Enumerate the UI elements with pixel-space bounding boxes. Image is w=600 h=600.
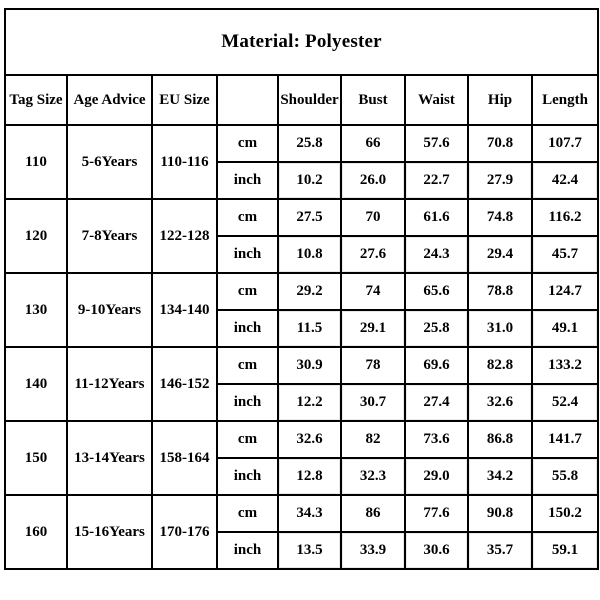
- measure-inch-cell: 34.2: [468, 458, 532, 495]
- measure-cm-cell: 25.8: [278, 125, 341, 162]
- measure-cm-cell: 70.8: [468, 125, 532, 162]
- tag-size-cell: 160: [5, 495, 67, 569]
- tag-size-cell: 130: [5, 273, 67, 347]
- column-header-row: [5, 75, 598, 125]
- measure-inch-cell: 22.7: [405, 162, 468, 199]
- measure-cm-cell: 133.2: [532, 347, 598, 384]
- measure-inch-cell: 45.7: [532, 236, 598, 273]
- measure-inch-cell: 32.6: [468, 384, 532, 421]
- measure-inch-cell: 12.2: [278, 384, 341, 421]
- eu-size-cell: 134-140: [152, 273, 217, 347]
- measure-cm-cell: 32.6: [278, 421, 341, 458]
- eu-size-cell: 170-176: [152, 495, 217, 569]
- measure-cm-cell: 74: [341, 273, 405, 310]
- measure-cm-cell: 150.2: [532, 495, 598, 532]
- col-header-unit: [217, 75, 278, 125]
- measure-cm-cell: 116.2: [532, 199, 598, 236]
- measure-cm-cell: 70: [341, 199, 405, 236]
- unit-inch-cell: inch: [217, 162, 278, 199]
- measure-inch-cell: 49.1: [532, 310, 598, 347]
- measure-inch-cell: 26.0: [341, 162, 405, 199]
- measure-inch-cell: 30.7: [341, 384, 405, 421]
- size-rows: [5, 125, 598, 569]
- measure-inch-cell: 13.5: [278, 532, 341, 569]
- measure-cm-cell: 61.6: [405, 199, 468, 236]
- col-header-eu-size: EU Size: [152, 75, 217, 125]
- measure-cm-cell: 90.8: [468, 495, 532, 532]
- measure-inch-cell: 12.8: [278, 458, 341, 495]
- eu-size-cell: 146-152: [152, 347, 217, 421]
- measure-cm-cell: 65.6: [405, 273, 468, 310]
- measure-inch-cell: 29.4: [468, 236, 532, 273]
- unit-cm-cell: cm: [217, 495, 278, 532]
- measure-cm-cell: 141.7: [532, 421, 598, 458]
- measure-cm-cell: 78.8: [468, 273, 532, 310]
- col-header-bust: Bust: [341, 75, 405, 125]
- measure-inch-cell: 31.0: [468, 310, 532, 347]
- unit-cm-cell: cm: [217, 273, 278, 310]
- tag-size-cell: 110: [5, 125, 67, 199]
- measure-inch-cell: 59.1: [532, 532, 598, 569]
- eu-size-cell: 122-128: [152, 199, 217, 273]
- unit-inch-cell: inch: [217, 458, 278, 495]
- unit-inch-cell: inch: [217, 384, 278, 421]
- measure-cm-cell: 86: [341, 495, 405, 532]
- tag-size-cell: 150: [5, 421, 67, 495]
- measure-cm-cell: 30.9: [278, 347, 341, 384]
- col-header-shoulder: Shoulder: [278, 75, 341, 125]
- measure-cm-cell: 78: [341, 347, 405, 384]
- measure-inch-cell: 29.0: [405, 458, 468, 495]
- size-row-cm: [5, 199, 598, 236]
- material-title: Material: Polyester: [5, 9, 598, 75]
- age-advice-cell: 11-12Years: [67, 347, 152, 421]
- measure-inch-cell: 27.6: [341, 236, 405, 273]
- size-row-cm: [5, 421, 598, 458]
- measure-cm-cell: 29.2: [278, 273, 341, 310]
- measure-inch-cell: 27.4: [405, 384, 468, 421]
- size-chart-table: [4, 8, 599, 570]
- unit-inch-cell: inch: [217, 532, 278, 569]
- unit-cm-cell: cm: [217, 421, 278, 458]
- measure-cm-cell: 124.7: [532, 273, 598, 310]
- unit-inch-cell: inch: [217, 236, 278, 273]
- col-header-length: Length: [532, 75, 598, 125]
- measure-cm-cell: 74.8: [468, 199, 532, 236]
- measure-inch-cell: 55.8: [532, 458, 598, 495]
- unit-cm-cell: cm: [217, 199, 278, 236]
- size-row-cm: [5, 125, 598, 162]
- measure-inch-cell: 24.3: [405, 236, 468, 273]
- measure-cm-cell: 73.6: [405, 421, 468, 458]
- col-header-hip: Hip: [468, 75, 532, 125]
- measure-cm-cell: 57.6: [405, 125, 468, 162]
- measure-inch-cell: 33.9: [341, 532, 405, 569]
- size-row-cm: [5, 273, 598, 310]
- age-advice-cell: 13-14Years: [67, 421, 152, 495]
- measure-cm-cell: 69.6: [405, 347, 468, 384]
- measure-inch-cell: 10.8: [278, 236, 341, 273]
- age-advice-cell: 5-6Years: [67, 125, 152, 199]
- measure-inch-cell: 11.5: [278, 310, 341, 347]
- measure-inch-cell: 25.8: [405, 310, 468, 347]
- measure-cm-cell: 107.7: [532, 125, 598, 162]
- size-row-cm: [5, 347, 598, 384]
- unit-cm-cell: cm: [217, 347, 278, 384]
- eu-size-cell: 110-116: [152, 125, 217, 199]
- tag-size-cell: 140: [5, 347, 67, 421]
- measure-cm-cell: 77.6: [405, 495, 468, 532]
- measure-inch-cell: 42.4: [532, 162, 598, 199]
- col-header-waist: Waist: [405, 75, 468, 125]
- measure-cm-cell: 82: [341, 421, 405, 458]
- tag-size-cell: 120: [5, 199, 67, 273]
- measure-inch-cell: 27.9: [468, 162, 532, 199]
- material-row: [5, 9, 598, 75]
- measure-inch-cell: 10.2: [278, 162, 341, 199]
- age-advice-cell: 15-16Years: [67, 495, 152, 569]
- age-advice-cell: 9-10Years: [67, 273, 152, 347]
- measure-cm-cell: 34.3: [278, 495, 341, 532]
- col-header-tag-size: Tag Size: [5, 75, 67, 125]
- measure-inch-cell: 30.6: [405, 532, 468, 569]
- measure-inch-cell: 29.1: [341, 310, 405, 347]
- measure-cm-cell: 86.8: [468, 421, 532, 458]
- measure-cm-cell: 27.5: [278, 199, 341, 236]
- eu-size-cell: 158-164: [152, 421, 217, 495]
- age-advice-cell: 7-8Years: [67, 199, 152, 273]
- unit-inch-cell: inch: [217, 310, 278, 347]
- measure-cm-cell: 82.8: [468, 347, 532, 384]
- measure-inch-cell: 32.3: [341, 458, 405, 495]
- unit-cm-cell: cm: [217, 125, 278, 162]
- measure-inch-cell: 35.7: [468, 532, 532, 569]
- measure-cm-cell: 66: [341, 125, 405, 162]
- size-row-cm: [5, 495, 598, 532]
- col-header-age-advice: Age Advice: [67, 75, 152, 125]
- measure-inch-cell: 52.4: [532, 384, 598, 421]
